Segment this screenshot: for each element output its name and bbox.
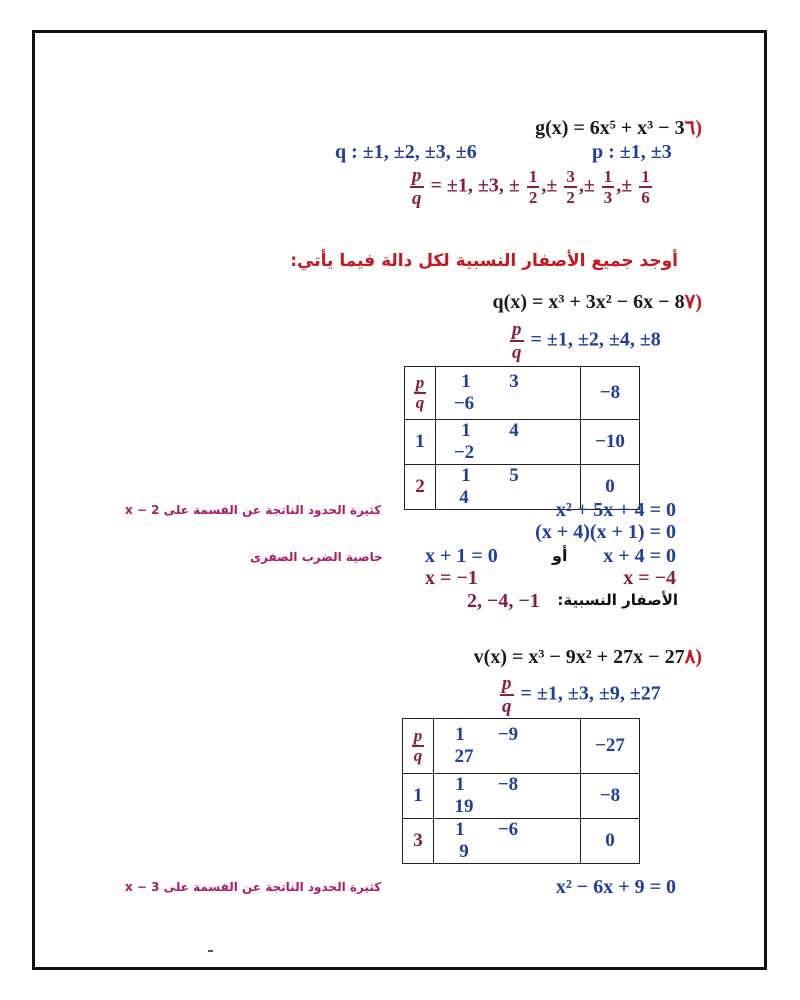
problem6-p-values: p : ±1, ±3: [592, 141, 672, 163]
problem6-function-text: g(x) = 6x⁵ + x³ − 3: [535, 117, 685, 139]
fraction-3: $\frac{1}{3}$: [603, 167, 613, 207]
coef-cell: 3: [509, 371, 519, 392]
coef-cell: 1: [455, 724, 465, 745]
pq-fraction: p q: [415, 373, 425, 412]
coef-cell: 1: [461, 371, 471, 392]
problem7-zeros-values: 2, −4, −1: [467, 590, 540, 612]
result-cell: −10: [581, 420, 640, 465]
result-cell: 1: [461, 465, 471, 486]
fraction-2: $\frac{3}{2}$: [566, 167, 575, 207]
problem7-solution-left: x = −1: [425, 567, 478, 589]
table-header-row: [403, 719, 640, 774]
problem7-function-text: q(x) = x³ + 3x² − 6x − 8: [492, 291, 685, 313]
pq-fraction: p q: [413, 726, 423, 765]
problem6-number: ٦): [684, 117, 702, 139]
problem8-pq-line: [498, 674, 661, 716]
result-cell: −8: [581, 774, 640, 819]
result-cell: 1: [455, 819, 465, 840]
instruction-heading: أوجد جميع الأصفار النسبية لكل دالة فيما يأتي:: [290, 251, 678, 271]
fraction-1: $\frac{1}{2}$: [528, 167, 538, 207]
problem8-number: ٨): [684, 646, 702, 668]
coef-cell: −8: [581, 367, 640, 420]
divisor-cell: 1: [403, 774, 434, 819]
divisor-cell: 3: [403, 819, 434, 864]
result-cell: 5: [509, 465, 519, 486]
problem6-pq-line: $\frac{p}{q}$ = ±1, ±3, ± $\frac{1}{2}$ ,± $\frac{3}{2}$ ,± $\frac{1}{3}$ ,± $\frac{1}{6}$: [412, 165, 650, 209]
problem7-synthetic-division: [404, 366, 640, 510]
table-row: [403, 774, 640, 819]
problem8-function: [474, 644, 702, 669]
coef-cell: −9: [497, 724, 519, 745]
pq-fraction: $\frac{p}{q}$: [512, 319, 522, 363]
problem7-factored-eq: (x + 4)(x + 1) = 0: [535, 521, 676, 543]
problem7-pq-line: [508, 320, 661, 362]
coef-cell: 27: [454, 746, 474, 767]
coef-cell: −27: [581, 719, 640, 774]
divisor-cell: 1: [405, 420, 436, 465]
problem8-function-text: v(x) = x³ − 9x² + 27x − 27: [473, 646, 685, 668]
result-cell: 1: [461, 420, 471, 441]
divisor-cell: 2: [405, 465, 436, 510]
problem7-solution-right: x = −4: [623, 567, 676, 589]
problem7-function: [493, 289, 702, 314]
problem7-depressed-eq: x² + 5x + 4 = 0: [555, 499, 676, 521]
problem7-zero-product-note: خاصية الضرب الصفرى: [250, 550, 383, 564]
result-cell: 1: [455, 774, 465, 795]
problem7-or-word: أو: [552, 546, 568, 565]
result-cell: 19: [454, 796, 474, 817]
pq-fraction: $\frac{p}{q}$: [502, 673, 512, 717]
problem7-number: ٧): [684, 291, 702, 313]
stray-mark: [208, 950, 213, 952]
problem8-depressed-note: كثيرة الحدود الناتجة عن القسمة على x − 3: [125, 880, 382, 894]
result-cell: 0: [581, 819, 640, 864]
problem8-pq-values: = ±1, ±3, ±9, ±27: [520, 682, 661, 705]
problem6-q-values: q : ±1, ±2, ±3, ±6: [335, 141, 477, 163]
fraction-4: $\frac{1}{6}$: [641, 167, 650, 207]
problem8-depressed-eq: x² − 6x + 9 = 0: [555, 876, 676, 898]
result-cell: 4: [459, 487, 469, 508]
result-cell: −8: [497, 774, 519, 795]
result-cell: −2: [453, 442, 475, 463]
problem6-function: [535, 115, 702, 140]
problem7-pq-values: = ±1, ±2, ±4, ±8: [530, 328, 661, 351]
result-cell: 4: [509, 420, 519, 441]
pq-fraction: $\frac{p}{q}$: [412, 165, 422, 209]
problem7-zero-product-left: x + 1 = 0: [425, 545, 498, 567]
result-cell: 9: [459, 841, 469, 862]
coef-cell: −6: [453, 393, 475, 414]
problem6-pq-values: = ±1, ±3, ±: [430, 174, 520, 197]
problem7-depressed-note: كثيرة الحدود الناتجة عن القسمة على x − 2: [125, 503, 382, 517]
table-header-row: [405, 367, 640, 420]
problem8-synthetic-division: [402, 718, 640, 864]
problem7-zeros-label: الأصفار النسبية:: [557, 591, 678, 609]
table-row: [403, 819, 640, 864]
table-row: [405, 420, 640, 465]
result-cell: −6: [497, 819, 519, 840]
problem7-zero-product-right: x + 4 = 0: [603, 545, 676, 567]
result-cell: 0: [581, 465, 640, 510]
